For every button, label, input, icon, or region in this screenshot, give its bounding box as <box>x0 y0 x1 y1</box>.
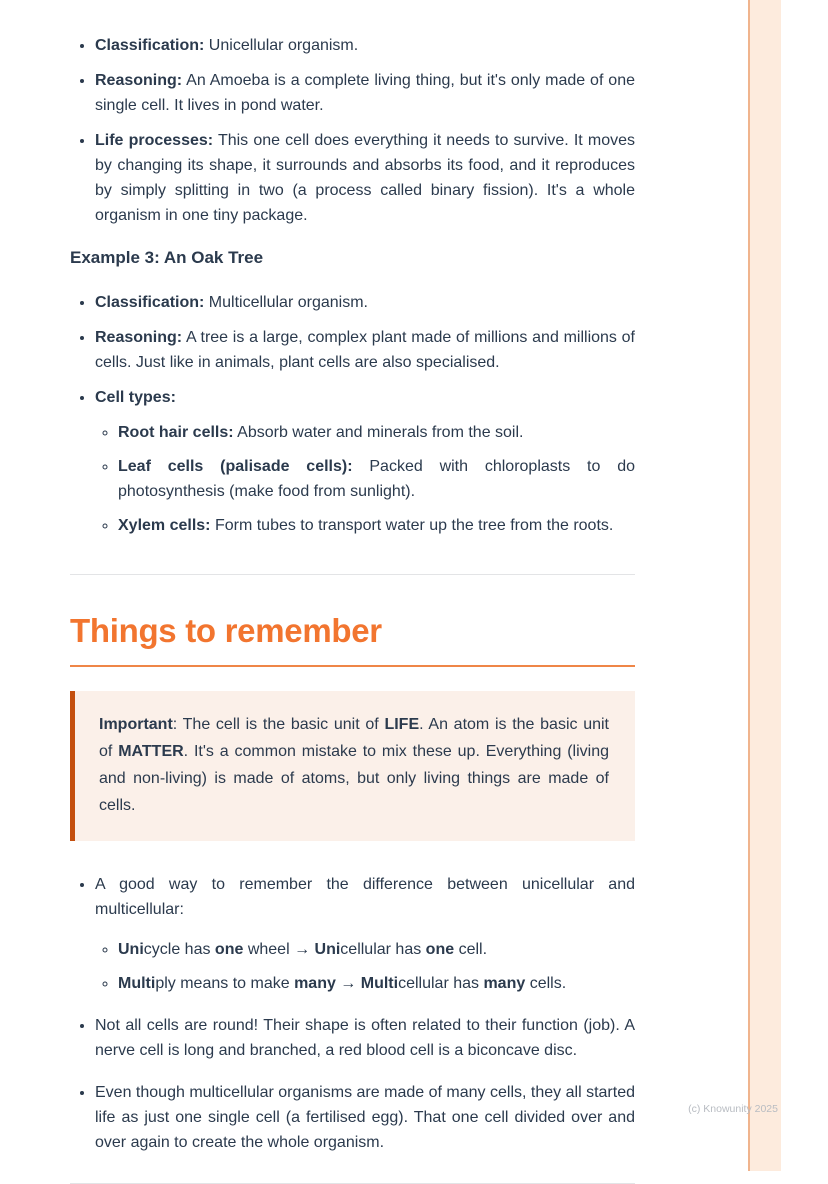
section-divider <box>70 574 635 575</box>
oak-bullet-list <box>70 290 635 538</box>
copyright-footer: (c) Knowunity 2025 <box>688 1103 778 1115</box>
sub-bullet-xylem-cells: ◦ Xylem cells: Form tubes to transport water up the tree from the roots. <box>118 513 635 538</box>
bullet-reasoning: • Reasoning: An Amoeba is a complete living thing, but it's only made of one single cell. It lives in pond water. <box>95 68 635 118</box>
cell-types-label: Cell types: <box>95 389 176 406</box>
bullet-life-processes: • Life processes: This one cell does everything it needs to survive. It moves by changing its shape, it surrounds and absorbs its food, and it reproduces by simply splitting in two (a process called binary fission). It's a whole organism in one tiny package. <box>95 128 635 228</box>
good-way-label: A good way to remember the difference between unicellular and multicellular: <box>95 876 635 918</box>
page-edge-stripe <box>748 0 781 1171</box>
important-callout-text: Important: The cell is the basic unit of LIFE. An atom is the basic unit of MATTER. It's a common mistake to mix these up. Everything (living and non-living) is made of atoms, but only living things are made of cells. <box>99 716 609 814</box>
bullet-cell-types <box>95 385 635 538</box>
sub-bullet-root-hair-cells: ◦ Root hair cells: Absorb water and minerals from the soil. <box>118 420 635 445</box>
bullet-single-cell-origin: • Even though multicellular organisms are made of many cells, they all started life as just one single cell (a fertilised egg). That one cell divided over and over again to create the whole organism. <box>95 1080 635 1155</box>
things-to-remember-heading: Things to remember <box>70 612 382 649</box>
sub-bullet-multiply: ◦ Multiply means to make many → Multicellular has many cells. <box>118 971 635 996</box>
important-callout <box>70 691 635 841</box>
mnemonic-sublist <box>95 937 635 996</box>
example3-heading: Example 3: An Oak Tree <box>70 248 264 267</box>
bullet-classification: • Classification: Unicellular organism. <box>95 33 635 58</box>
sub-bullet-leaf-cells: ◦ Leaf cells (palisade cells): Packed with chloroplasts to do photosynthesis (make food from sunlight). <box>118 454 635 504</box>
bullet-oak-reasoning: • Reasoning: A tree is a large, complex plant made of millions and millions of cells. Just like in animals, plant cells are also specialised. <box>95 325 635 375</box>
sub-bullet-unicycle: ◦ Unicycle has one wheel → Unicellular has one cell. <box>118 937 635 962</box>
document-content <box>70 0 635 1184</box>
cell-types-sublist <box>95 420 635 538</box>
bullet-good-way <box>95 872 635 996</box>
remember-bullet-list <box>70 872 635 1155</box>
amoeba-bullet-list <box>70 33 635 228</box>
bullet-oak-classification: • Classification: Multicellular organism. <box>95 290 635 315</box>
heading-underline <box>70 665 635 667</box>
bullet-cell-shape: • Not all cells are round! Their shape is often related to their function (job). A nerve cell is long and branched, a red blood cell is a biconcave disc. <box>95 1013 635 1063</box>
